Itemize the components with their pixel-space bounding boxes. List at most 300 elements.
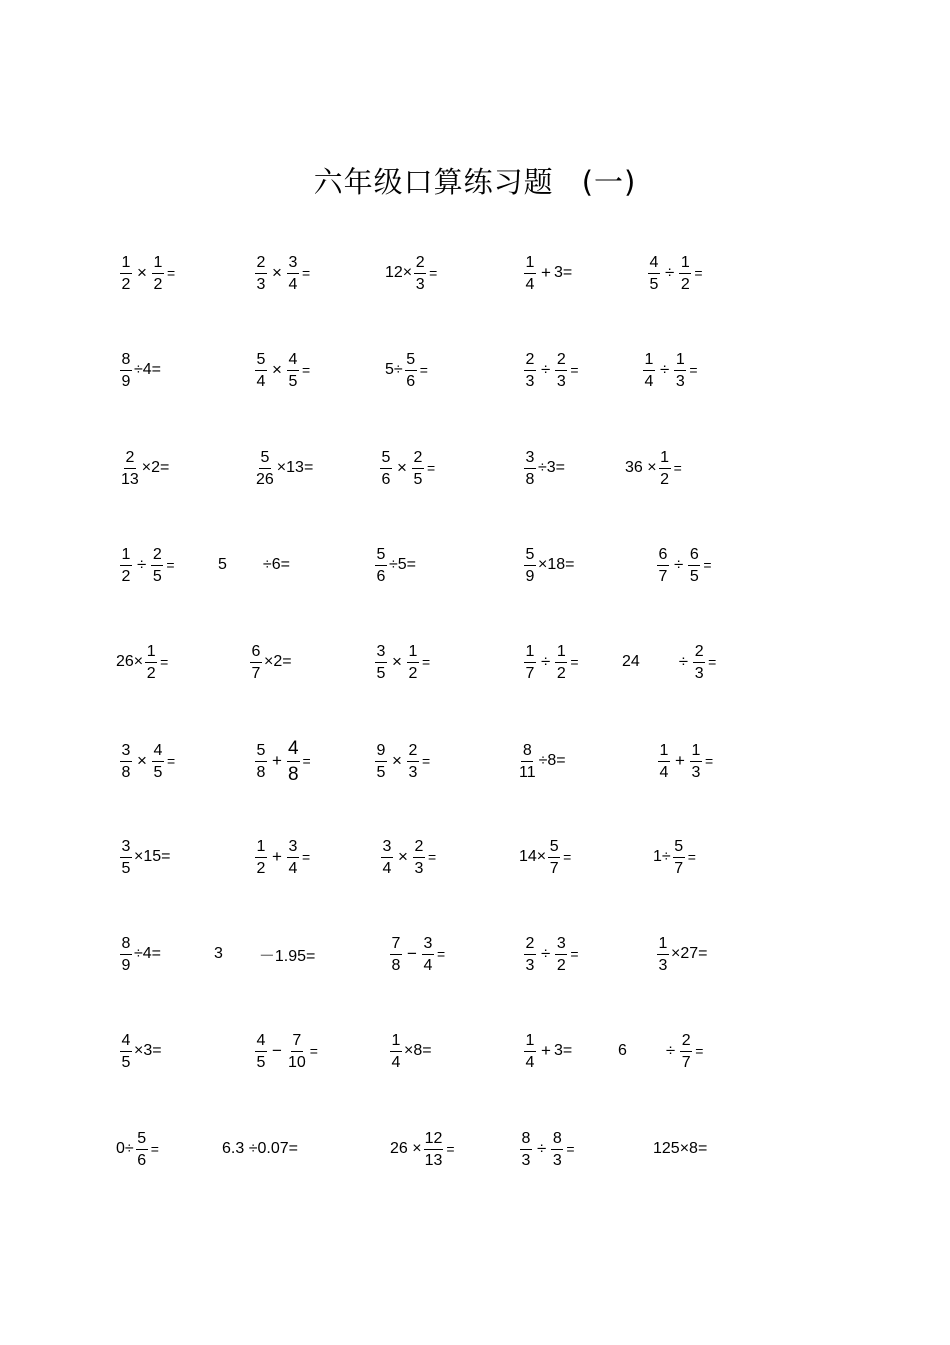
problem (373, 535, 416, 595)
fraction (255, 351, 267, 390)
numerator: 1 (658, 742, 670, 762)
problem-row (0, 243, 950, 303)
equals-sign: = (429, 265, 438, 281)
equals-sign: = (694, 265, 703, 281)
expression-text: 12× (385, 264, 413, 281)
equals-sign: = (421, 753, 431, 769)
expression-text: 5 (218, 556, 227, 573)
denominator: 3 (675, 372, 685, 390)
equals-sign: = (695, 1043, 704, 1059)
fraction (375, 546, 387, 585)
numerator: 4 (648, 254, 660, 274)
numerator: 8 (520, 1130, 532, 1150)
numerator: 3 (287, 838, 299, 858)
denominator: 8 (391, 956, 401, 974)
numerator: 6 (688, 546, 700, 566)
problem (118, 243, 175, 303)
expression-text: ÷5= (389, 556, 417, 573)
expression-text: ×15= (134, 848, 171, 865)
numerator: 9 (375, 742, 387, 762)
numerator: 8 (521, 742, 533, 762)
denominator: 10 (287, 1053, 306, 1071)
denominator: 4 (382, 859, 392, 877)
operator: ÷ (541, 360, 551, 379)
fraction (518, 742, 537, 781)
operator: + (541, 1041, 551, 1060)
numerator: 1 (407, 643, 419, 663)
operator: × (398, 847, 408, 866)
denominator: 2 (556, 664, 566, 682)
numerator: 3 (120, 838, 132, 858)
equals-sign: = (689, 362, 698, 378)
numerator: 1 (657, 935, 669, 955)
operator: ÷ (541, 944, 551, 963)
problem (118, 535, 175, 595)
numerator: 3 (381, 838, 393, 858)
problem (118, 924, 161, 984)
numerator: 4 (120, 1032, 132, 1052)
denominator: 2 (121, 567, 131, 585)
fraction (414, 254, 426, 293)
fraction (555, 935, 567, 974)
problem-row (0, 1119, 950, 1179)
numerator: 4 (255, 1032, 267, 1052)
expression-text: 26× (116, 653, 144, 670)
operator: × (137, 751, 147, 770)
denominator: 5 (376, 664, 386, 682)
problem (218, 535, 290, 595)
operator: + (272, 847, 282, 866)
numerator: 5 (255, 351, 267, 371)
problem (373, 632, 430, 692)
equals-sign: = (703, 557, 712, 573)
expression-text: 0÷ (116, 1140, 134, 1157)
expression-text: ÷4= (134, 361, 162, 378)
fraction (680, 1032, 692, 1071)
problem (253, 731, 311, 791)
numerator: 2 (407, 742, 419, 762)
denominator: 7 (549, 859, 559, 877)
denominator: 3 (414, 859, 424, 877)
numerator: 3 (524, 449, 536, 469)
denominator: 2 (408, 664, 418, 682)
fraction (287, 1032, 307, 1071)
numerator: 1 (524, 643, 536, 663)
problem (116, 632, 168, 692)
operator: × (397, 458, 407, 477)
denominator: 9 (121, 956, 131, 974)
equals-sign: = (166, 265, 176, 281)
denominator: 2 (556, 956, 566, 974)
denominator: 2 (680, 275, 690, 293)
problem-row (0, 731, 950, 791)
equals-sign: = (301, 849, 311, 865)
expression-text: ÷3= (538, 459, 566, 476)
fraction (120, 546, 132, 585)
fraction (152, 254, 164, 293)
expression-text: －1.95= (258, 947, 316, 965)
numerator: 5 (548, 838, 560, 858)
fraction (548, 838, 560, 877)
problem (388, 924, 445, 984)
denominator: 3 (658, 956, 668, 974)
problem (118, 438, 169, 498)
numerator: 5 (375, 546, 387, 566)
denominator: 3 (408, 763, 418, 781)
problem (248, 632, 292, 692)
problem (118, 340, 161, 400)
fraction (145, 643, 157, 682)
denominator: 8 (121, 763, 131, 781)
denominator: 6 (137, 1151, 147, 1169)
fraction (136, 1130, 148, 1169)
problem (655, 535, 712, 595)
fraction (657, 546, 669, 585)
problem (388, 1021, 432, 1081)
problem (522, 243, 572, 303)
fraction (255, 1032, 267, 1071)
numerator: 2 (555, 351, 567, 371)
problem (618, 1021, 703, 1081)
problem-row (0, 340, 950, 400)
fraction (375, 643, 387, 682)
denominator: 8 (525, 470, 535, 488)
fraction (407, 742, 419, 781)
fraction (648, 254, 660, 293)
expression-text: 3= (553, 264, 573, 281)
problem (655, 924, 707, 984)
problem (222, 1119, 298, 1179)
numerator: 2 (413, 838, 425, 858)
denominator: 26 (256, 470, 274, 488)
fraction (255, 742, 267, 781)
denominator: 4 (644, 372, 654, 390)
problem (522, 535, 574, 595)
denominator: 2 (660, 470, 670, 488)
fraction (151, 546, 163, 585)
denominator: 11 (519, 763, 536, 781)
expression-text: 125×8= (653, 1140, 708, 1157)
numerator: 6 (657, 546, 669, 566)
fraction (255, 449, 275, 488)
numerator: 5 (259, 449, 271, 469)
problem (522, 924, 579, 984)
fraction (524, 351, 536, 390)
numerator: 5 (255, 742, 267, 762)
numerator: 2 (524, 351, 536, 371)
problem (385, 243, 437, 303)
numerator: 3 (287, 254, 299, 274)
expression-text: ÷8= (538, 752, 566, 769)
denominator: 2 (256, 859, 266, 877)
equals-sign: = (166, 557, 175, 573)
problem (522, 340, 579, 400)
numerator: 3 (422, 935, 434, 955)
operator: − (272, 1041, 282, 1060)
expression-text: 6.3 ÷0.07= (222, 1140, 298, 1157)
expression-text: ÷6= (262, 556, 290, 573)
equals-sign: = (160, 654, 169, 670)
problem (253, 340, 310, 400)
fraction (120, 935, 132, 974)
denominator: 6 (376, 567, 386, 585)
numerator: 2 (124, 449, 136, 469)
equals-sign: = (673, 460, 682, 476)
numerator: 1 (120, 254, 132, 274)
fraction (658, 742, 670, 781)
denominator: 9 (121, 372, 131, 390)
problem (118, 1021, 162, 1081)
expression-text: ÷4= (134, 945, 162, 962)
fraction (659, 449, 671, 488)
operator: × (272, 360, 282, 379)
fraction (380, 449, 392, 488)
numerator: 1 (152, 254, 164, 274)
problem (522, 632, 579, 692)
denominator: 13 (424, 1151, 443, 1169)
denominator: 5 (689, 567, 699, 585)
denominator: 5 (413, 470, 423, 488)
equals-sign: = (309, 1043, 318, 1059)
numerator: 1 (524, 1032, 536, 1052)
expression-text: 36 × (625, 459, 657, 476)
denominator: 3 (556, 372, 566, 390)
fraction (250, 643, 262, 682)
operator: + (541, 263, 551, 282)
numerator: 2 (524, 935, 536, 955)
operator: × (272, 263, 282, 282)
numerator: 1 (524, 254, 536, 274)
equals-sign: = (566, 1141, 575, 1157)
numerator: 1 (255, 838, 267, 858)
problem (253, 438, 313, 498)
operator: × (392, 751, 402, 770)
denominator: 4 (525, 275, 535, 293)
problem-row (0, 1021, 950, 1081)
numerator: 1 (679, 254, 691, 274)
fraction (407, 643, 419, 682)
numerator: 1 (390, 1032, 402, 1052)
denominator: 5 (376, 763, 386, 781)
numerator: 7 (291, 1032, 303, 1052)
fraction (524, 449, 536, 488)
numerator: 2 (693, 643, 705, 663)
numerator: 5 (380, 449, 392, 469)
denominator: 3 (525, 372, 535, 390)
denominator: 2 (146, 664, 156, 682)
problem (373, 731, 430, 791)
fraction (287, 351, 299, 390)
fraction (120, 838, 132, 877)
denominator: 7 (674, 859, 684, 877)
numerator: 1 (659, 449, 671, 469)
problem (378, 438, 435, 498)
problem (522, 438, 565, 498)
denominator: 4 (659, 763, 669, 781)
numerator: 2 (680, 1032, 692, 1052)
fraction (412, 449, 424, 488)
fraction (422, 935, 434, 974)
numerator: 1 (643, 351, 655, 371)
problem (116, 1119, 159, 1179)
expression-text: 14× (519, 848, 547, 865)
title-text: 六年级口算练习题 (313, 165, 554, 199)
denominator: 4 (423, 956, 433, 974)
equals-sign: = (436, 946, 446, 962)
denominator: 5 (256, 1053, 266, 1071)
operator: ÷ (678, 652, 689, 671)
problem (390, 1119, 455, 1179)
numerator: 8 (551, 1130, 563, 1150)
denominator: 5 (649, 275, 659, 293)
numerator: 5 (524, 546, 536, 566)
equals-sign: = (687, 849, 696, 865)
denominator: 8 (256, 763, 266, 781)
numerator: 4 (152, 742, 164, 762)
problem (622, 632, 716, 692)
numerator: 3 (375, 643, 387, 663)
operator: + (272, 751, 282, 770)
expression-text: ×3= (134, 1042, 162, 1059)
expression-text: 3 (214, 945, 223, 962)
fraction (405, 351, 417, 390)
fraction (120, 254, 132, 293)
denominator: 3 (525, 956, 535, 974)
operator: − (407, 944, 417, 963)
denominator: 6 (406, 372, 416, 390)
problem (653, 1119, 707, 1179)
problem (641, 340, 698, 400)
problem (653, 827, 696, 887)
denominator: 2 (153, 275, 163, 293)
fraction (555, 351, 567, 390)
fraction (120, 449, 140, 488)
fraction (524, 1032, 536, 1071)
problem (385, 340, 428, 400)
problem-row (0, 438, 950, 498)
problem-row (0, 535, 950, 595)
fraction (152, 742, 164, 781)
numerator: 1 (690, 742, 702, 762)
denominator: 8 (287, 763, 299, 785)
denominator: 3 (694, 664, 704, 682)
problem (522, 1021, 572, 1081)
fraction (524, 935, 536, 974)
fraction (520, 1130, 532, 1169)
problem (118, 827, 170, 887)
problem (625, 438, 682, 498)
fraction (287, 254, 299, 293)
denominator: 3 (415, 275, 425, 293)
title-suffix: (一) (581, 165, 637, 199)
problem (253, 243, 310, 303)
fraction (413, 838, 425, 877)
denominator: 4 (288, 275, 298, 293)
expression-text: ×27= (671, 945, 708, 962)
fraction (255, 838, 267, 877)
equals-sign: = (427, 849, 437, 865)
denominator: 6 (381, 470, 391, 488)
expression-text: ×13= (276, 459, 314, 476)
problem (379, 827, 436, 887)
problem (519, 827, 571, 887)
equals-sign: = (446, 1141, 455, 1157)
fraction (120, 351, 132, 390)
fraction (673, 838, 685, 877)
fraction (381, 838, 393, 877)
expression-text: ×2= (141, 459, 170, 476)
equals-sign: = (166, 753, 176, 769)
equals-sign: = (301, 362, 311, 378)
numerator: 12 (424, 1130, 444, 1150)
numerator: 2 (414, 254, 426, 274)
denominator: 4 (391, 1053, 401, 1071)
fraction (693, 643, 705, 682)
numerator: 1 (674, 351, 686, 371)
denominator: 13 (121, 470, 139, 488)
operator: ÷ (674, 555, 684, 574)
fraction (690, 742, 702, 781)
problem (516, 731, 566, 791)
equals-sign: = (419, 362, 428, 378)
equals-sign: = (426, 460, 436, 476)
numerator: 4 (287, 738, 300, 762)
operator: × (392, 652, 402, 671)
operator: + (675, 751, 685, 770)
fraction (643, 351, 655, 390)
fraction (120, 742, 132, 781)
expression-text: ×8= (404, 1042, 432, 1059)
numerator: 2 (412, 449, 424, 469)
expression-text: 5÷ (385, 361, 403, 378)
denominator: 5 (152, 567, 162, 585)
denominator: 7 (251, 664, 261, 682)
problem (118, 731, 175, 791)
fraction (555, 643, 567, 682)
denominator: 5 (153, 763, 163, 781)
problem (518, 1119, 575, 1179)
problem (253, 1021, 318, 1081)
expression-text: 1÷ (653, 848, 671, 865)
fraction (287, 738, 300, 785)
fraction (551, 1130, 563, 1169)
denominator: 3 (691, 763, 701, 781)
problem-row (0, 827, 950, 887)
expression-text: ×18= (538, 556, 575, 573)
operator: × (137, 263, 147, 282)
numerator: 5 (673, 838, 685, 858)
problem (646, 243, 703, 303)
numerator: 3 (555, 935, 567, 955)
numerator: 8 (120, 351, 132, 371)
numerator: 5 (405, 351, 417, 371)
equals-sign: = (570, 362, 579, 378)
numerator: 1 (145, 643, 157, 663)
problem-row (0, 924, 950, 984)
fraction (424, 1130, 444, 1169)
equals-sign: = (708, 654, 717, 670)
operator: ÷ (665, 263, 675, 282)
denominator: 5 (121, 859, 131, 877)
fraction (657, 935, 669, 974)
fraction (390, 1032, 402, 1071)
fraction (674, 351, 686, 390)
numerator: 6 (250, 643, 262, 663)
numerator: 3 (120, 742, 132, 762)
numerator: 4 (287, 351, 299, 371)
fraction (390, 935, 402, 974)
denominator: 4 (256, 372, 266, 390)
